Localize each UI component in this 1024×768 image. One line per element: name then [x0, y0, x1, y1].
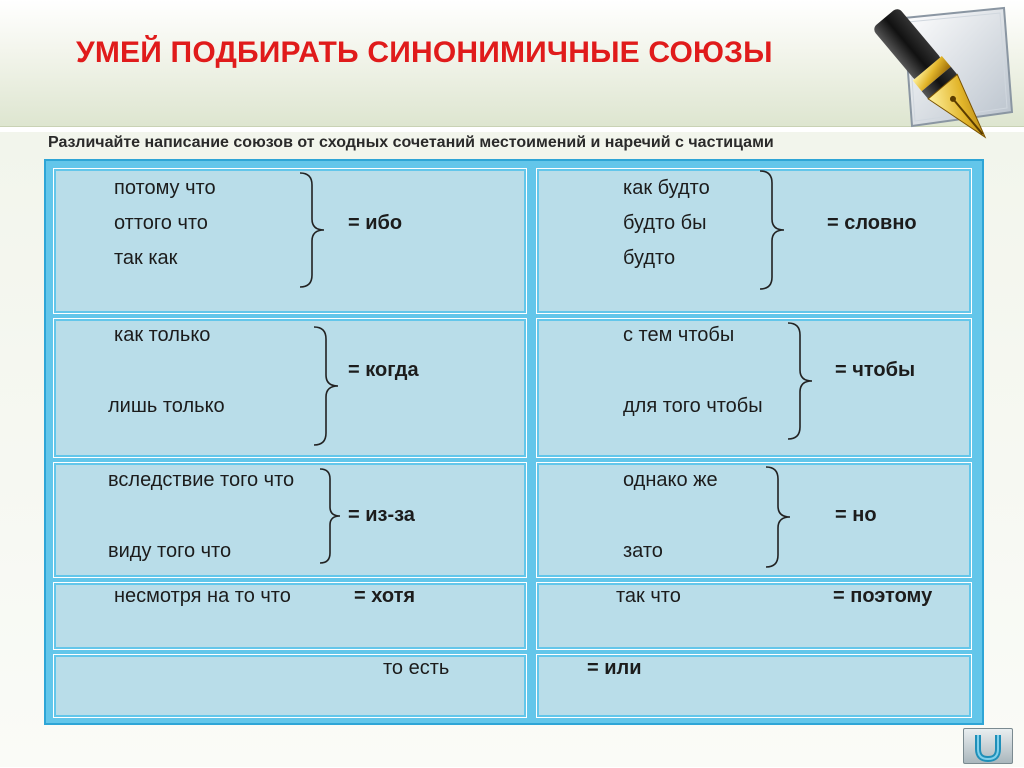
list-item: несмотря на то что — [114, 585, 291, 607]
brace-icon — [318, 467, 344, 565]
list-item: зато — [623, 540, 663, 562]
result-text: = когда — [348, 359, 419, 381]
brace-icon — [758, 169, 788, 291]
slide-title: УМЕЙ ПОДБИРАТЬ СИНОНИМИЧНЫЕ СОЮЗЫ — [76, 36, 773, 69]
list-item: однако же — [623, 469, 718, 491]
list-item: как будто — [623, 177, 710, 199]
result-text: = хотя — [354, 585, 416, 607]
brace-icon — [786, 321, 816, 441]
list-item: виду того что — [108, 540, 232, 562]
list-item: вследствие того что — [108, 469, 295, 491]
list-item: будто — [623, 247, 676, 269]
list-item: так как — [114, 247, 178, 269]
list-item: как только — [114, 324, 211, 346]
result-text: = поэтому — [833, 585, 933, 607]
brace-icon — [312, 325, 342, 447]
fountain-pen-icon — [866, 4, 1016, 152]
result-text: = из-за — [348, 504, 415, 526]
list-item: для того чтобы — [623, 395, 763, 417]
result-text: = ибо — [348, 212, 403, 234]
back-nav-button[interactable] — [963, 728, 1013, 764]
list-item: будто бы — [623, 212, 707, 234]
result-text: = словно — [827, 212, 917, 234]
result-text: = но — [835, 504, 877, 526]
cell-r5-left — [56, 657, 524, 715]
list-item: с тем чтобы — [623, 324, 735, 346]
cell-r1-right — [539, 171, 969, 311]
conjunction-table — [44, 159, 984, 725]
result-text: = чтобы — [835, 359, 916, 381]
brace-icon — [298, 171, 328, 289]
subtitle: Различайте написание союзов от сходных сочетаний местоимений и наречий с частицами — [48, 134, 774, 151]
u-turn-back-icon — [964, 729, 1012, 763]
list-item: так что — [616, 585, 681, 607]
result-text: = или — [587, 657, 642, 679]
list-item: то есть — [383, 657, 450, 679]
cell-r3-right — [539, 465, 969, 575]
list-item: потому что — [114, 177, 216, 199]
cell-r2-right — [539, 321, 969, 455]
list-item: оттого что — [114, 212, 208, 234]
list-item: лишь только — [108, 395, 225, 417]
brace-icon — [764, 465, 794, 569]
